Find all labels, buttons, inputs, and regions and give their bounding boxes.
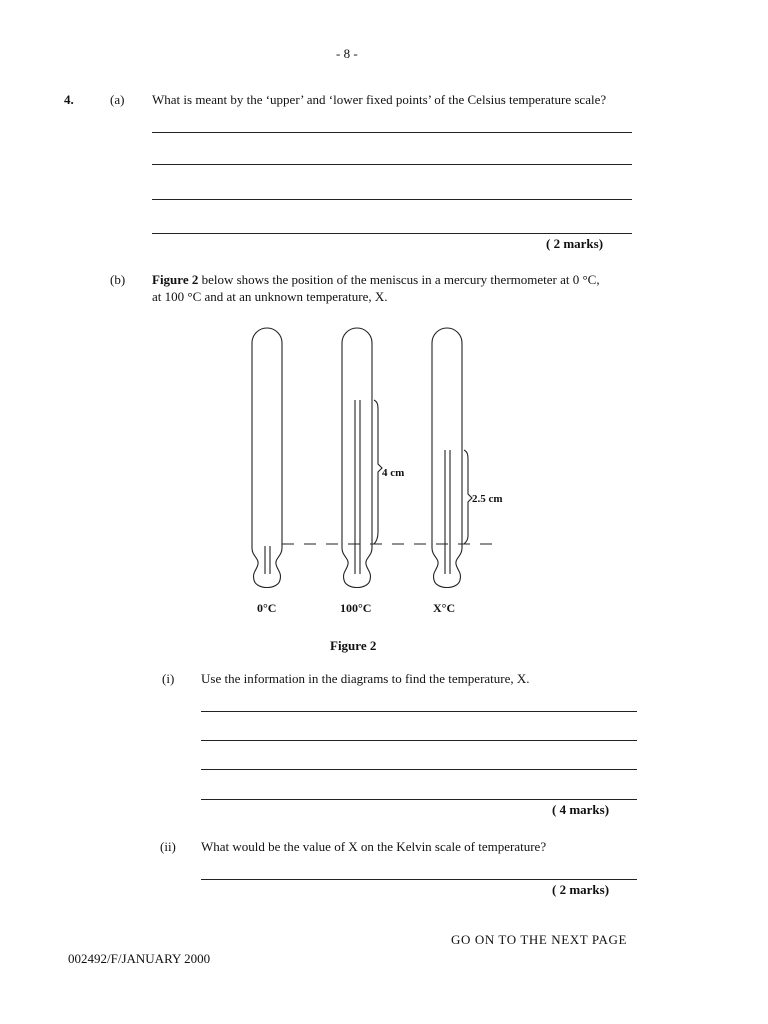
label-0c: 0°C: [257, 601, 277, 615]
answer-line: [152, 199, 632, 200]
part-a-marks: ( 2 marks): [546, 236, 604, 251]
part-b-text-line1: below shows the position of the meniscus in a mercury thermometer at 0 °C,: [198, 272, 600, 287]
answer-line: [152, 164, 632, 165]
answer-line: [201, 740, 637, 741]
sub-i-question: Use the information in the diagrams to find the temperature, X.: [201, 671, 530, 686]
part-b-text-line2: at 100 °C and at an unknown temperature, X.: [152, 289, 388, 304]
brace-2-5cm: [464, 450, 472, 544]
sub-i-label: (i): [162, 671, 175, 686]
thermometer-100c: [342, 328, 372, 588]
question-number: 4.: [64, 92, 74, 107]
dimension-4cm: 4 cm: [382, 467, 405, 479]
part-b-label: (b): [110, 272, 126, 287]
next-page-notice: GO ON TO THE NEXT PAGE: [451, 932, 628, 947]
page-number: - 8 -: [336, 46, 358, 61]
brace-4cm: [374, 400, 382, 544]
figure-caption: Figure 2: [330, 638, 377, 653]
paper-code: 002492/F/JANUARY 2000: [68, 951, 211, 966]
sub-i-marks: ( 4 marks): [552, 802, 610, 817]
thermometer-0c: [252, 328, 282, 588]
part-a-question: What is meant by the ‘upper’ and ‘lower fixed points’ of the Celsius temperature scale?: [152, 92, 607, 107]
sub-ii-label: (ii): [160, 839, 176, 854]
part-a-label: (a): [110, 92, 125, 107]
answer-line: [201, 799, 637, 800]
answer-line: [201, 711, 637, 712]
answer-line: [201, 769, 637, 770]
sub-ii-marks: ( 2 marks): [552, 882, 610, 897]
dimension-2-5cm: 2.5 cm: [472, 493, 503, 505]
label-100c: 100°C: [340, 601, 372, 615]
answer-line: [152, 132, 632, 133]
answer-line: [201, 879, 637, 880]
sub-ii-question: What would be the value of X on the Kelvin scale of temperature?: [201, 839, 547, 854]
label-xc: X°C: [433, 601, 456, 615]
thermometer-figure: [230, 318, 530, 628]
answer-line: [152, 233, 632, 234]
figure-ref: Figure 2: [152, 272, 199, 287]
thermometer-xc: [432, 328, 462, 588]
part-b-intro-line1: [152, 272, 600, 288]
